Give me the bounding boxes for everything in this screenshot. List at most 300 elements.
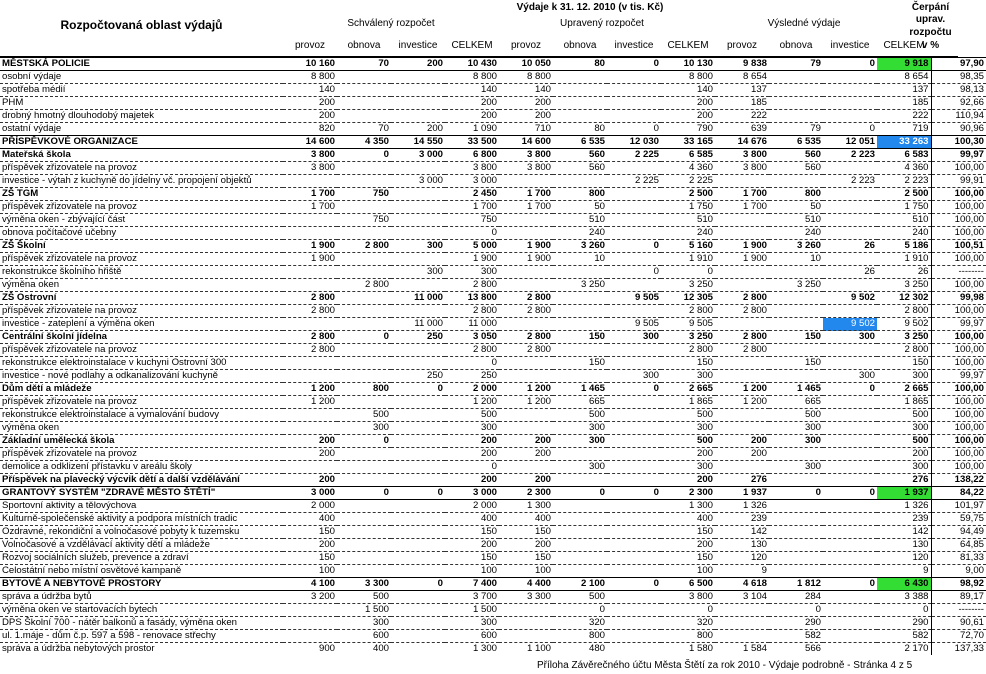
table-cell: 200 xyxy=(499,474,553,487)
table-cell xyxy=(823,617,877,630)
table-cell: 0 xyxy=(391,487,445,500)
table-cell: 800 xyxy=(553,630,607,643)
table-cell: 6 800 xyxy=(445,149,499,162)
table-cell: 750 xyxy=(445,214,499,227)
table-cell xyxy=(607,227,661,240)
table-cell xyxy=(337,526,391,539)
table-cell: 11 000 xyxy=(391,318,445,331)
table-cell: 710 xyxy=(499,123,553,136)
table-cell: 3 000 xyxy=(445,175,499,188)
table-cell: 3 260 xyxy=(769,240,823,253)
pct-header-1: Čerpání xyxy=(911,2,950,13)
table-cell: 200 xyxy=(283,474,337,487)
row-label: Základní umělecká škola xyxy=(0,435,283,448)
table-cell xyxy=(823,357,877,370)
table-cell xyxy=(607,396,661,409)
table-cell: 150 xyxy=(499,526,553,539)
table-cell xyxy=(823,214,877,227)
table-cell xyxy=(769,539,823,552)
table-cell xyxy=(337,474,391,487)
table-cell: 100,00 xyxy=(931,279,986,292)
table-cell: 1 750 xyxy=(661,201,715,214)
table-row xyxy=(0,591,986,604)
table-cell: 200 xyxy=(499,539,553,552)
table-cell: 2 665 xyxy=(877,383,931,396)
table-cell: 2 223 xyxy=(823,175,877,188)
table-cell: 1 865 xyxy=(877,396,931,409)
table-cell xyxy=(823,201,877,214)
table-cell xyxy=(391,71,445,84)
table-cell: 10 050 xyxy=(499,58,553,71)
table-cell: 320 xyxy=(553,617,607,630)
table-cell: 6 535 xyxy=(769,136,823,149)
table-row xyxy=(0,162,986,175)
table-cell: 0 xyxy=(445,461,499,474)
table-cell xyxy=(553,110,607,123)
table-cell: 50 xyxy=(553,201,607,214)
row-label: PHM xyxy=(0,97,283,110)
table-cell: 150 xyxy=(661,357,715,370)
table-cell xyxy=(715,370,769,383)
table-cell xyxy=(607,448,661,461)
table-cell xyxy=(553,474,607,487)
table-cell: 200 xyxy=(283,435,337,448)
table-row xyxy=(0,643,986,656)
table-section-row xyxy=(0,435,986,448)
table-cell: 59,75 xyxy=(931,513,986,526)
table-cell: 6 583 xyxy=(877,149,931,162)
table-section-row xyxy=(0,58,986,71)
table-cell xyxy=(769,292,823,305)
table-cell xyxy=(607,422,661,435)
table-row xyxy=(0,253,986,266)
row-label: příspěvek zřizovatele na provoz xyxy=(0,253,283,266)
table-cell: 90,61 xyxy=(931,617,986,630)
table-cell: 9 xyxy=(715,565,769,578)
table-cell xyxy=(823,162,877,175)
table-cell: 8 800 xyxy=(661,71,715,84)
table-cell: 719 xyxy=(877,123,931,136)
table-cell: 3 800 xyxy=(715,162,769,175)
table-cell xyxy=(769,370,823,383)
table-cell xyxy=(715,461,769,474)
table-cell: 1 584 xyxy=(715,643,769,656)
table-cell xyxy=(823,435,877,448)
table-row xyxy=(0,201,986,214)
table-cell: 1 900 xyxy=(715,253,769,266)
table-row xyxy=(0,448,986,461)
table-cell: 500 xyxy=(877,409,931,422)
table-cell: 300 xyxy=(661,370,715,383)
table-cell: 9 502 xyxy=(823,292,877,305)
table-cell: 98,35 xyxy=(931,71,986,84)
table-cell: 0 xyxy=(337,331,391,344)
table-cell xyxy=(553,344,607,357)
table-cell: 200 xyxy=(499,448,553,461)
table-cell xyxy=(607,435,661,448)
row-label: MĚSTSKÁ POLICIE xyxy=(0,58,283,71)
table-cell: -------- xyxy=(931,604,986,617)
table-cell: 101,97 xyxy=(931,500,986,513)
table-cell xyxy=(283,604,337,617)
table-cell xyxy=(499,266,553,279)
table-cell xyxy=(391,110,445,123)
table-row xyxy=(0,305,986,318)
table-cell xyxy=(337,97,391,110)
table-cell: 300 xyxy=(769,422,823,435)
table-cell xyxy=(283,422,337,435)
table-cell: 0 xyxy=(391,578,445,591)
table-cell xyxy=(391,97,445,110)
table-cell: 500 xyxy=(337,591,391,604)
table-cell: 130 xyxy=(877,539,931,552)
subcol-header: CELKEM xyxy=(667,40,709,51)
table-cell: 100,00 xyxy=(931,188,986,201)
table-cell xyxy=(553,565,607,578)
table-cell xyxy=(823,279,877,292)
table-cell xyxy=(769,513,823,526)
table-cell: 0 xyxy=(553,487,607,500)
table-cell: 99,97 xyxy=(931,370,986,383)
table-cell: 0 xyxy=(661,266,715,279)
table-cell: 2 800 xyxy=(283,305,337,318)
table-cell: 250 xyxy=(391,370,445,383)
table-cell xyxy=(769,344,823,357)
table-cell: 97,90 xyxy=(931,58,986,71)
table-cell: 6 585 xyxy=(661,149,715,162)
table-cell: 2 800 xyxy=(877,344,931,357)
subcol-header: obnova xyxy=(779,40,813,51)
table-cell: 2 800 xyxy=(661,344,715,357)
table-cell: 300 xyxy=(769,435,823,448)
table-cell: 250 xyxy=(445,370,499,383)
table-row xyxy=(0,110,986,123)
table-cell: 1 910 xyxy=(877,253,931,266)
table-cell xyxy=(391,279,445,292)
table-cell xyxy=(823,630,877,643)
table-cell: 9 xyxy=(877,565,931,578)
row-label: ZŠ Ostrovní xyxy=(0,292,283,305)
table-cell xyxy=(823,71,877,84)
table-cell: 1 900 xyxy=(715,240,769,253)
table-cell: 3 250 xyxy=(661,279,715,292)
table-cell: 100,00 xyxy=(931,227,986,240)
table-section-row xyxy=(0,474,986,487)
table-cell xyxy=(337,318,391,331)
table-cell: 500 xyxy=(661,435,715,448)
table-cell: 2 800 xyxy=(499,344,553,357)
table-cell: 2 000 xyxy=(445,383,499,396)
row-label: správa a údržba bytů xyxy=(0,591,283,604)
table-cell xyxy=(337,396,391,409)
table-cell: 200 xyxy=(283,110,337,123)
table-cell: 222 xyxy=(715,110,769,123)
table-cell xyxy=(391,591,445,604)
table-section-row xyxy=(0,149,986,162)
subcol-header: provoz xyxy=(510,40,541,51)
table-cell: 2 800 xyxy=(337,240,391,253)
table-cell: 200 xyxy=(445,448,499,461)
table-row xyxy=(0,500,986,513)
table-cell: 0 xyxy=(823,487,877,500)
table-cell: 12 051 xyxy=(823,136,877,149)
table-cell: 2 800 xyxy=(715,344,769,357)
table-cell: 1 937 xyxy=(877,487,931,500)
table-cell: 185 xyxy=(715,97,769,110)
table-cell xyxy=(823,526,877,539)
table-cell: 100,00 xyxy=(931,253,986,266)
table-cell: 26 xyxy=(877,266,931,279)
table-cell: 2 225 xyxy=(607,175,661,188)
table-cell: 2 800 xyxy=(499,305,553,318)
table-cell: 200 xyxy=(445,110,499,123)
table-cell: 510 xyxy=(769,214,823,227)
table-cell: 10 430 xyxy=(445,58,499,71)
table-cell: 1 900 xyxy=(445,253,499,266)
table-cell: 100 xyxy=(445,565,499,578)
table-cell: 9 502 xyxy=(877,318,931,331)
table-cell: 200 xyxy=(661,539,715,552)
table-cell: 1 700 xyxy=(499,201,553,214)
table-cell xyxy=(823,643,877,656)
table-cell: 10 160 xyxy=(283,58,337,71)
pct-header-3: rozpočtu xyxy=(909,27,952,38)
table-cell: 0 xyxy=(877,604,931,617)
table-cell: 1 900 xyxy=(499,253,553,266)
table-cell: 300 xyxy=(661,422,715,435)
table-cell xyxy=(553,84,607,97)
table-cell xyxy=(769,71,823,84)
table-cell: 1 500 xyxy=(337,604,391,617)
table-cell: 2 223 xyxy=(877,175,931,188)
table-row xyxy=(0,409,986,422)
table-cell xyxy=(337,565,391,578)
table-cell: 3 250 xyxy=(769,279,823,292)
table-cell xyxy=(391,305,445,318)
table-cell xyxy=(607,591,661,604)
table-cell: 750 xyxy=(337,214,391,227)
table-cell xyxy=(391,344,445,357)
table-cell xyxy=(337,513,391,526)
table-cell xyxy=(607,409,661,422)
table-cell xyxy=(499,422,553,435)
table-cell: 6 535 xyxy=(553,136,607,149)
table-cell xyxy=(823,188,877,201)
table-cell xyxy=(715,422,769,435)
table-cell xyxy=(499,318,553,331)
table-cell xyxy=(553,448,607,461)
table-cell xyxy=(823,552,877,565)
table-cell: 2 300 xyxy=(499,487,553,500)
table-cell xyxy=(769,552,823,565)
table-cell: 400 xyxy=(661,513,715,526)
table-cell: 1 865 xyxy=(661,396,715,409)
table-cell: 200 xyxy=(283,448,337,461)
row-label: ul. 1.máje - dům č.p. 597 a 598 - renovace střechy xyxy=(0,630,283,643)
table-cell xyxy=(715,409,769,422)
table-cell: 0 xyxy=(823,578,877,591)
table-cell: 150 xyxy=(553,331,607,344)
table-cell: 4 100 xyxy=(283,578,337,591)
table-cell xyxy=(607,474,661,487)
table-cell xyxy=(391,214,445,227)
table-cell: 9 505 xyxy=(661,318,715,331)
table-cell xyxy=(553,552,607,565)
subcol-header: investice xyxy=(830,40,870,51)
table-cell: 64,85 xyxy=(931,539,986,552)
table-cell: 1 300 xyxy=(661,500,715,513)
table-cell: 2 000 xyxy=(283,500,337,513)
table-cell: 665 xyxy=(769,396,823,409)
table-cell xyxy=(337,370,391,383)
table-cell xyxy=(391,461,445,474)
table-cell: 80 xyxy=(553,123,607,136)
table-cell: 100,00 xyxy=(931,461,986,474)
table-cell: 2 800 xyxy=(715,305,769,318)
table-cell xyxy=(769,175,823,188)
table-cell xyxy=(823,474,877,487)
table-cell xyxy=(391,201,445,214)
table-row xyxy=(0,318,986,331)
table-cell: 500 xyxy=(769,409,823,422)
table-cell xyxy=(607,201,661,214)
table-cell: 1 750 xyxy=(877,201,931,214)
table-cell: 1 465 xyxy=(553,383,607,396)
table-cell xyxy=(391,474,445,487)
table-cell xyxy=(607,357,661,370)
table-cell: 0 xyxy=(607,266,661,279)
table-cell: 100,00 xyxy=(931,344,986,357)
table-cell: 300 xyxy=(877,370,931,383)
table-cell: 100 xyxy=(499,565,553,578)
table-cell: 0 xyxy=(607,58,661,71)
table-cell xyxy=(769,500,823,513)
table-cell xyxy=(283,370,337,383)
table-cell: 33 500 xyxy=(445,136,499,149)
table-cell: 276 xyxy=(877,474,931,487)
table-cell xyxy=(391,448,445,461)
table-cell: 100,00 xyxy=(931,448,986,461)
table-cell xyxy=(391,227,445,240)
table-cell: 150 xyxy=(445,526,499,539)
table-cell: 0 xyxy=(391,383,445,396)
table-cell: 3 300 xyxy=(337,578,391,591)
table-cell: 98,13 xyxy=(931,84,986,97)
table-cell: 300 xyxy=(607,331,661,344)
table-cell: 142 xyxy=(715,526,769,539)
table-cell: 2 800 xyxy=(283,344,337,357)
table-cell: 3 800 xyxy=(715,149,769,162)
row-label: ostatní výdaje xyxy=(0,123,283,136)
row-label: Centrální školní jídelna xyxy=(0,331,283,344)
row-label: příspěvek zřizovatele na provoz xyxy=(0,201,283,214)
table-cell: 600 xyxy=(445,630,499,643)
row-label: příspěvek zřizovatele na provoz xyxy=(0,162,283,175)
table-cell: 120 xyxy=(715,552,769,565)
table-cell: 560 xyxy=(553,149,607,162)
table-cell xyxy=(715,357,769,370)
table-row xyxy=(0,539,986,552)
table-cell: 200 xyxy=(715,448,769,461)
table-cell: 2 800 xyxy=(337,279,391,292)
table-cell: 300 xyxy=(337,617,391,630)
table-cell: 200 xyxy=(499,110,553,123)
table-cell xyxy=(553,526,607,539)
table-cell: 0 xyxy=(661,604,715,617)
table-cell: 3 800 xyxy=(283,149,337,162)
table-cell: 5 000 xyxy=(445,240,499,253)
table-cell xyxy=(823,305,877,318)
table-cell: 1 700 xyxy=(283,188,337,201)
table-cell xyxy=(823,253,877,266)
budget-table xyxy=(0,57,986,655)
row-label: Ozdravné, rekondiční a volnočasové pobyty k tuzemsku xyxy=(0,526,283,539)
table-cell: 480 xyxy=(553,643,607,656)
table-cell: 100,00 xyxy=(931,435,986,448)
table-cell: 3 000 xyxy=(283,487,337,500)
table-cell: 140 xyxy=(445,84,499,97)
subcol-header: provoz xyxy=(726,40,757,51)
table-cell xyxy=(823,448,877,461)
table-cell: 2 800 xyxy=(877,305,931,318)
table-section-row xyxy=(0,188,986,201)
table-cell: 3 800 xyxy=(661,591,715,604)
table-cell: 3 250 xyxy=(877,331,931,344)
table-cell: 100,00 xyxy=(931,201,986,214)
table-cell: 110,94 xyxy=(931,110,986,123)
table-cell xyxy=(283,409,337,422)
table-cell xyxy=(337,201,391,214)
table-cell xyxy=(337,110,391,123)
table-cell: 79 xyxy=(769,58,823,71)
row-label: rekonstrukce elektroinstalace v kuchyni Ostrovní 300 xyxy=(0,357,283,370)
table-cell: 150 xyxy=(499,552,553,565)
table-cell: 500 xyxy=(877,435,931,448)
row-label: Sportovní aktivity a tělovýchova xyxy=(0,500,283,513)
table-cell: 510 xyxy=(661,214,715,227)
table-cell: 300 xyxy=(391,266,445,279)
table-cell: 1 200 xyxy=(283,396,337,409)
table-section-row xyxy=(0,383,986,396)
table-cell: 3 050 xyxy=(445,331,499,344)
table-cell xyxy=(607,617,661,630)
table-cell xyxy=(553,97,607,110)
table-cell: 2 665 xyxy=(661,383,715,396)
table-cell: 300 xyxy=(877,422,931,435)
subcol-header: obnova xyxy=(347,40,381,51)
table-cell: 300 xyxy=(823,331,877,344)
table-cell: 0 xyxy=(607,578,661,591)
table-cell xyxy=(337,448,391,461)
table-cell xyxy=(283,630,337,643)
table-cell: 582 xyxy=(769,630,823,643)
table-section-row xyxy=(0,240,986,253)
table-cell xyxy=(607,71,661,84)
table-cell xyxy=(337,175,391,188)
group-result: Výsledné výdaje xyxy=(767,18,841,29)
table-cell xyxy=(391,630,445,643)
table-cell: 90,96 xyxy=(931,123,986,136)
table-cell: 130 xyxy=(715,539,769,552)
table-cell xyxy=(391,526,445,539)
table-cell: 2 800 xyxy=(661,305,715,318)
table-cell: 2 800 xyxy=(715,331,769,344)
table-cell: 400 xyxy=(283,513,337,526)
table-cell: 100,00 xyxy=(931,422,986,435)
table-cell xyxy=(391,253,445,266)
table-section-row xyxy=(0,292,986,305)
table-cell: 2 800 xyxy=(283,331,337,344)
